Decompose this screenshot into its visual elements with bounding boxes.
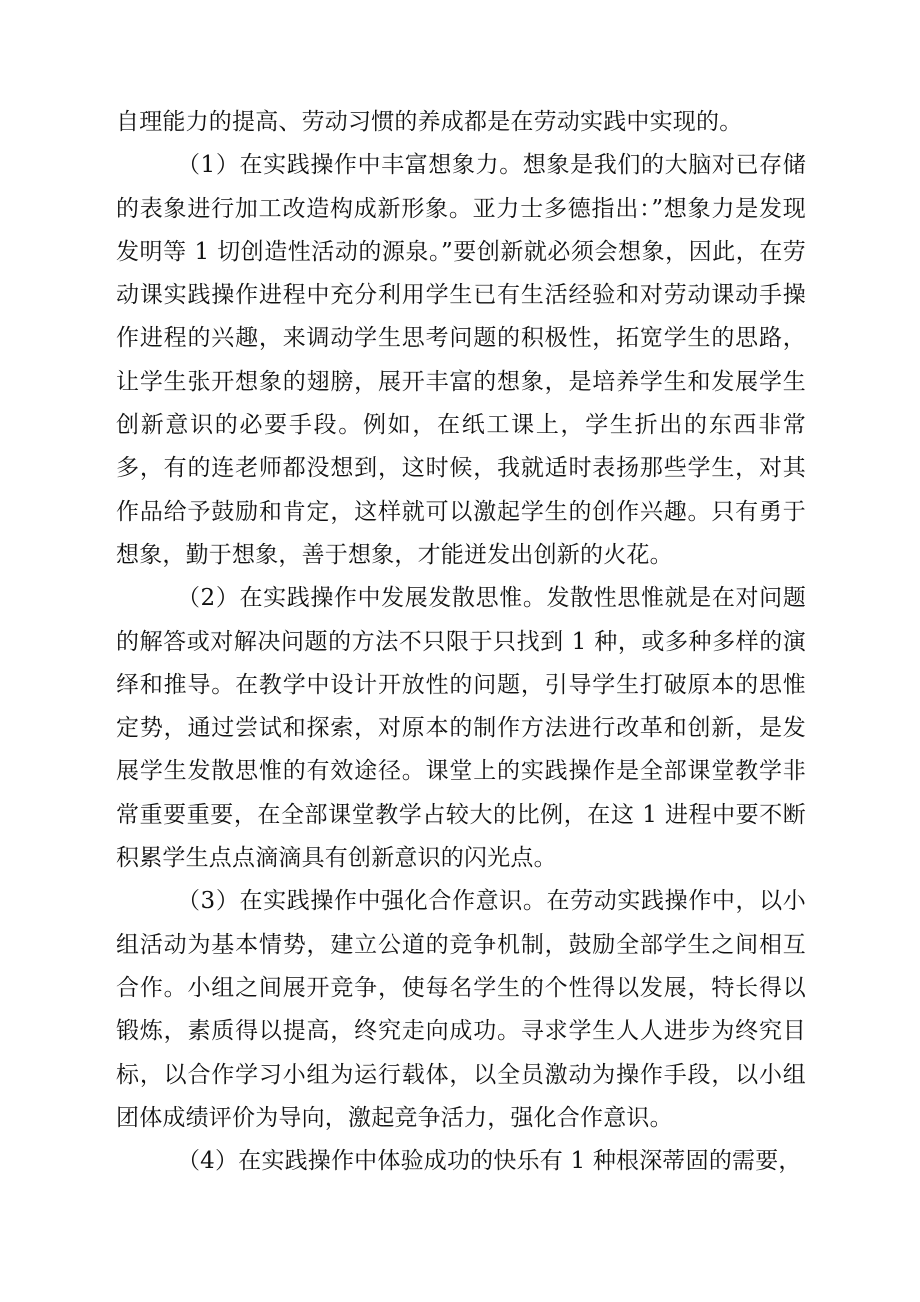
paragraph-divergent-thinking: （2）在实践操作中发展发散思惟。发散性思惟就是在对问题的解答或对解决问题的方法不只限于只找到 1 种，或多种多样的演绎和推导。在教学中设计开放性的问题，引导学生打破原本的思惟定势，通过尝试和探索，对原本的制作方法进行改革和创新，是发展学生发散思惟的有效途径。课堂上的实践操作是全部课堂教学非常重要重要，在全部课堂教学占较大的比例，在这 1 进程中要不断积累学生点点滴滴具有创新意识的闪光点。 [116, 585, 806, 872]
paragraph-continuation: 自理能力的提高、劳动习惯的养成都是在劳动实践中实现的。 [116, 109, 743, 135]
paragraph-success-experience: （4）在实践操作中体验成功的快乐有 1 种根深蒂固的需要， [176, 1148, 802, 1175]
paragraph-cooperation: （3）在实践操作中强化合作意识。在劳动实践操作中，以小组活动为基本情势，建立公道的竞争机制，鼓励全部学生之间相互合作。小组之间展开竞争，使每名学生的个性得以发展，特长得以锻炼，素质得以提高，终究走向成功。寻求学生人人进步为终究目标，以合作学习小组为运行载体，以全员激动为操作手段，以小组团体成绩评价为导向，激起竞争活力，强化合作意识。 [116, 888, 806, 1131]
document-body [116, 101, 806, 1183]
paragraph-imagination: （1）在实践操作中丰富想象力。想象是我们的大脑对已存储的表象进行加工改造构成新形象。亚力士多德指出：”想象力是发现发明等 1 切创造性活动的源泉。”要创新就必须会想象，因此，在劳动课实践操作进程中充分利用学生已有生活经验和对劳动课动手操作进程的兴趣，来调动学生思考问题的积极性，拓宽学生的思路，让学生张开想象的翅膀，展开丰富的想象，是培养学生和发展学生创新意识的必要手段。例如，在纸工课上，学生折出的东西非常多，有的连老师都没想到，这时候，我就适时表扬那些学生，对其作品给予鼓励和肯定，这样就可以激起学生的创作兴趣。只有勇于想象，勤于想象，善于想象，才能迸发出创新的火花。 [116, 152, 806, 568]
